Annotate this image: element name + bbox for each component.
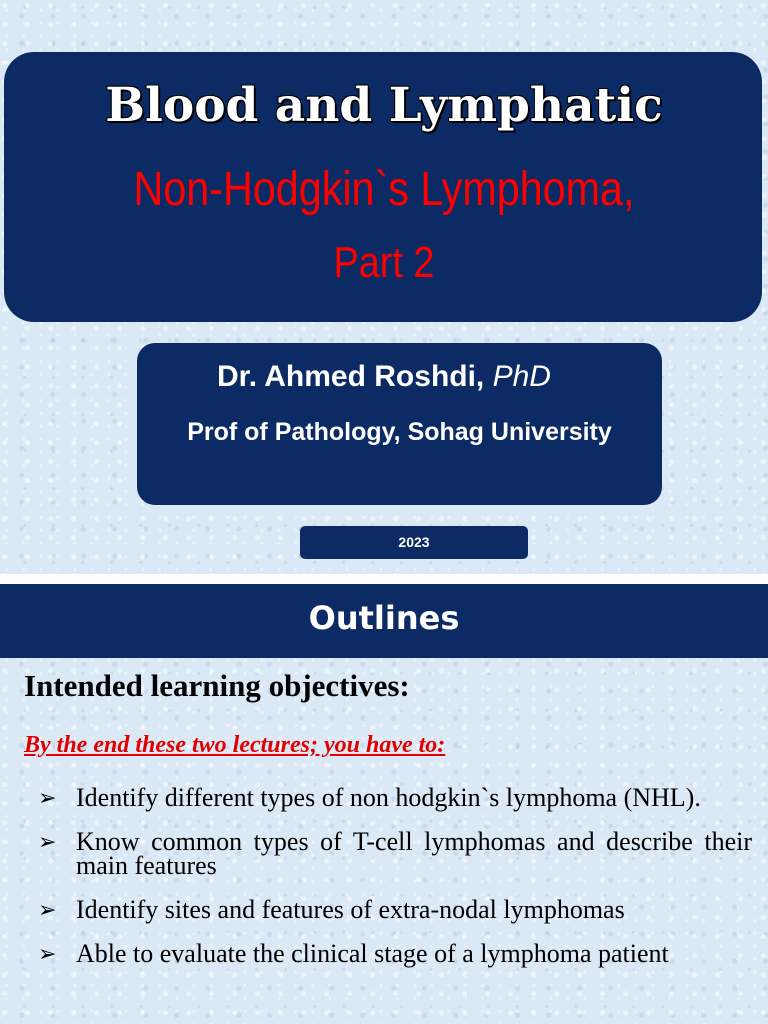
arrow-bullet-icon: ➢ xyxy=(38,941,57,966)
objectives-intro: By the end these two lectures; you have to: xyxy=(24,732,446,758)
objective-item xyxy=(36,827,752,880)
author-affiliation: Prof of Pathology, Sohag University xyxy=(187,418,612,446)
author-name: Dr. Ahmed Roshdi, xyxy=(217,360,485,393)
objective-text: Able to evaluate the clinical stage of a lymphoma patient xyxy=(76,939,669,968)
objective-item xyxy=(36,895,752,924)
objective-text: Identify different types of non hodgkin`s lymphoma (NHL). xyxy=(76,783,701,812)
objective-item xyxy=(36,783,752,812)
main-title: Blood and Lymphatic xyxy=(105,78,663,133)
objectives-heading: Intended learning objectives: xyxy=(24,668,410,703)
slide-divider xyxy=(0,574,768,584)
objective-text: Know common types of T-cell lymphomas and describe their main features xyxy=(76,827,752,880)
author-degree: PhD xyxy=(492,360,551,393)
arrow-bullet-icon: ➢ xyxy=(38,897,57,922)
outline-header: Outlines xyxy=(0,584,768,658)
objective-item xyxy=(36,939,752,968)
subtitle-line-2: Part 2 xyxy=(333,238,435,287)
objectives-list xyxy=(36,783,752,986)
arrow-bullet-icon: ➢ xyxy=(38,829,57,854)
year-badge: 2023 xyxy=(300,526,528,559)
objective-text: Identify sites and features of extra-nodal lymphomas xyxy=(76,895,625,924)
outline-slide xyxy=(0,584,768,1024)
author-line xyxy=(0,360,768,394)
subtitle-line-1: Non-Hodgkin`s Lymphoma, xyxy=(133,163,635,216)
arrow-bullet-icon: ➢ xyxy=(38,785,57,810)
